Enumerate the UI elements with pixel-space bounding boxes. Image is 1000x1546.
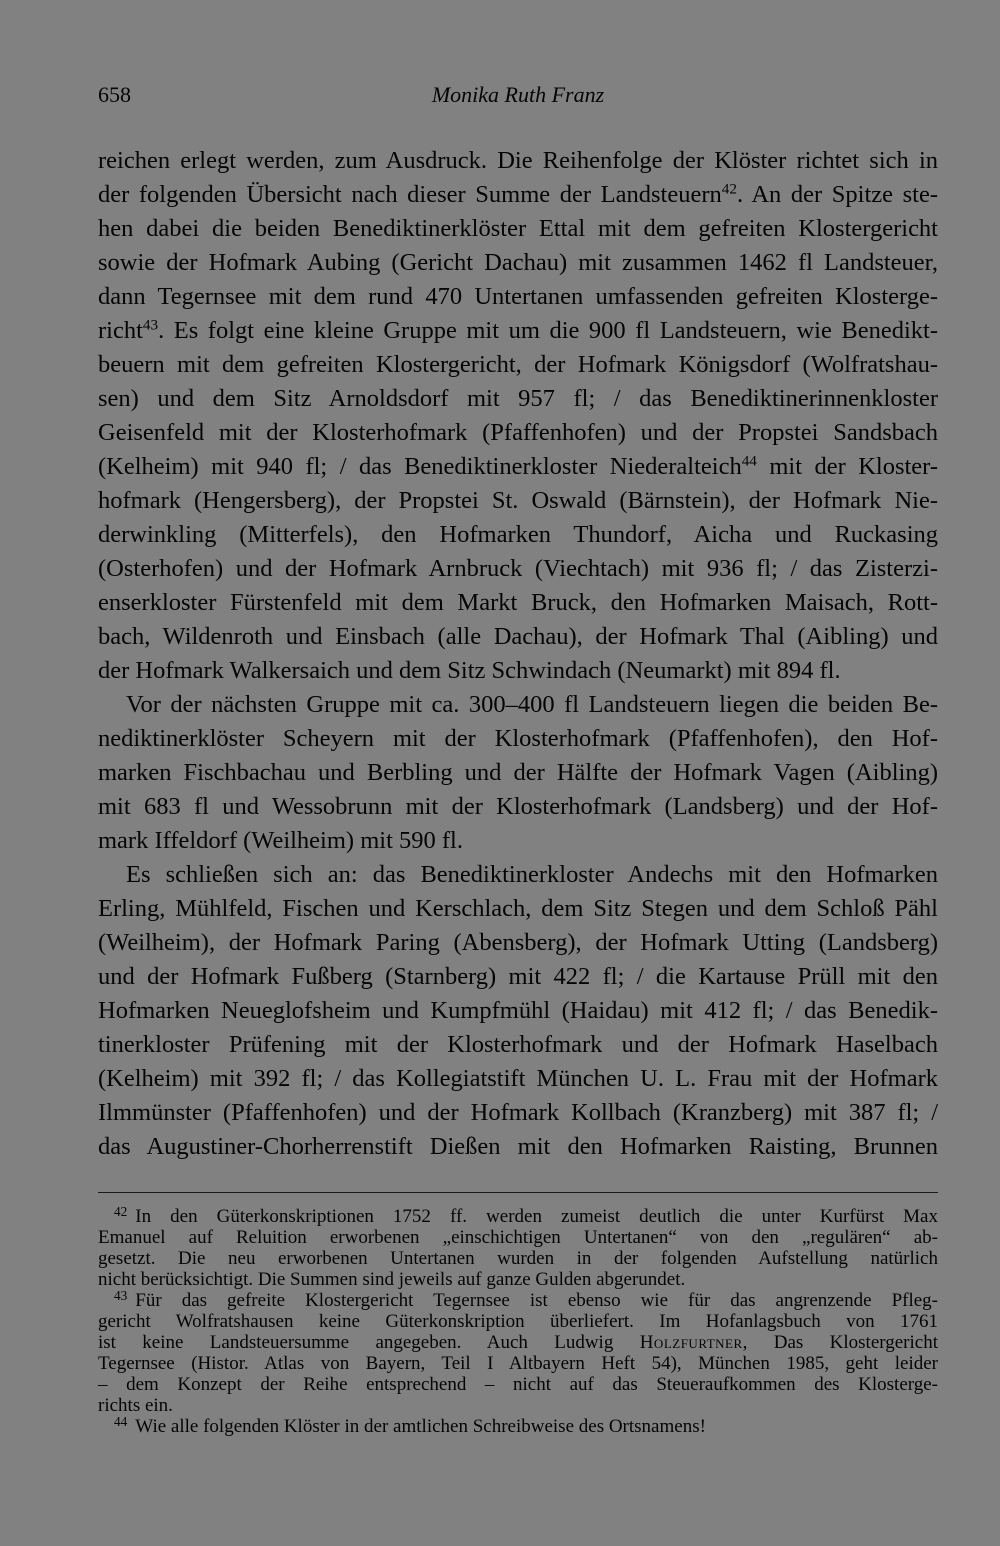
text-line: derwinkling (Mitterfels), den Hofmarken Thundorf, Aicha und Ruckasing xyxy=(98,521,938,548)
text-line: (Weilheim), der Hofmark Paring (Abensberg), der Hofmark Utting (Landsberg) xyxy=(98,929,938,956)
author-name: Holzfurtner xyxy=(639,1332,743,1353)
text-line: der folgenden Übersicht nach dieser Summe der Landsteuern$^{42}$. An der Spitze ste- xyxy=(98,180,938,208)
text-line: Geisenfeld mit der Klosterhofmark (Pfaffenhofen) und der Propstei Sandsbach xyxy=(98,419,938,446)
footnote-marker: 44 xyxy=(114,1414,128,1430)
text-line: Erling, Mühlfeld, Fischen und Kerschlach, dem Sitz Stegen und dem Schloß Pähl xyxy=(98,895,938,922)
text-line: mark Iffeldorf (Weilheim) mit 590 fl. xyxy=(98,827,463,854)
text-line: Hofmarken Neueglofsheim und Kumpfmühl (Haidau) mit 412 fl; / das Benedik- xyxy=(98,997,938,1024)
text-line: richt$^{43}$. Es folgt eine kleine Gruppe mit um die 900 fl Landsteuern, wie Benedikt- xyxy=(98,316,938,344)
page-number: 658 xyxy=(98,82,131,107)
footnote-marker: 42 xyxy=(114,1204,128,1220)
footnote-line: nicht berücksichtigt. Die Summen sind jeweils auf ganze Gulden abgerundet. xyxy=(98,1269,686,1290)
text-line: (Kelheim) mit 940 fl; / das Benediktinerkloster Niederalteich$^{44}$ mit der Kloster- xyxy=(98,452,939,480)
text-line: sen) und dem Sitz Arnoldsdorf mit 957 fl; / das Benediktinerinnenkloster xyxy=(98,385,938,412)
footnote-marker: 43 xyxy=(114,1288,128,1304)
text-line: dann Tegernsee mit dem rund 470 Untertanen umfassenden gefreiten Klosterge- xyxy=(98,283,938,310)
body-text xyxy=(98,144,938,1164)
text-line: das Augustiner-Chorherrenstift Dießen mit den Hofmarken Raisting, Brunnen xyxy=(98,1133,938,1160)
text-line: (Osterhofen) und der Hofmark Arnbruck (Viechtach) mit 936 fl; / das Zisterzi- xyxy=(98,555,938,582)
running-head: Monika Ruth Franz xyxy=(431,82,605,107)
text-line: mit 683 fl und Wessobrunn mit der Klosterhofmark (Landsberg) und der Hof- xyxy=(98,793,938,820)
text-line: nediktinerklöster Scheyern mit der Klosterhofmark (Pfaffenhofen), den Hof- xyxy=(98,725,938,752)
text-line: sowie der Hofmark Aubing (Gericht Dachau) mit zusammen 1462 fl Landsteuer, xyxy=(98,249,938,276)
footnote-43: $^{43}$ Für das gefreite Klostergericht Tegernsee ist ebenso wie für das angrenzende Pfleg- xyxy=(114,1288,938,1311)
text-line: und der Hofmark Fußberg (Starnberg) mit 422 fl; / die Kartause Prüll mit den xyxy=(98,963,938,990)
text-line: der Hofmark Walkersaich und dem Sitz Schwindach (Neumarkt) mit 894 fl. xyxy=(98,657,841,684)
footnote-ref-43: 43 xyxy=(142,316,159,334)
text-line: Vor der nächsten Gruppe mit ca. 300–400 fl Landsteuern liegen die beiden Be- xyxy=(126,691,938,718)
text-line: bach, Wildenroth und Einsbach (alle Dachau), der Hofmark Thal (Aibling) und xyxy=(98,623,938,650)
footnote-44: $^{44}$ Wie alle folgenden Klöster in der amtlichen Schreibweise des Ortsnamens! xyxy=(114,1414,706,1437)
text-line: hen dabei die beiden Benediktinerklöster Ettal mit dem gefreiten Klostergericht xyxy=(98,215,938,242)
footnote-line: Tegernsee (Histor. Atlas von Bayern, Teil I Altbayern Heft 54), München 1985, geht leider xyxy=(98,1353,938,1374)
footnote-line: gericht Wolfratshausen keine Güterkonskription überliefert. Im Hofanlagsbuch von 1761 xyxy=(98,1311,938,1332)
text-line: Ilmmünster (Pfaffenhofen) und der Hofmark Kollbach (Kranzberg) mit 387 fl; / xyxy=(98,1099,938,1126)
footnote-line: gesetzt. Die neu erworbenen Untertanen wurden in der folgenden Aufstellung natürlich xyxy=(98,1248,938,1269)
footnotes xyxy=(98,1206,938,1437)
text-line: Es schließen sich an: das Benediktinerkloster Andechs mit den Hofmarken xyxy=(126,861,938,888)
text-line: enserkloster Fürstenfeld mit dem Markt Bruck, den Hofmarken Maisach, Rott- xyxy=(98,589,938,616)
footnote-ref-42: 42 xyxy=(721,180,737,198)
footnote-divider xyxy=(98,1192,938,1193)
footnote-line: – dem Konzept der Reihe entsprechend – nicht auf das Steueraufkommen des Klosterge- xyxy=(98,1374,938,1395)
footnote-42: $^{42}$ In den Güterkonskriptionen 1752 ff. werden zumeist deutlich die unter Kurfürst Max xyxy=(114,1204,938,1227)
text-line: tinerkloster Prüfening mit der Klosterhofmark und der Hofmark Haselbach xyxy=(98,1031,938,1058)
text-line: reichen erlegt werden, zum Ausdruck. Die Reihenfolge der Klöster richtet sich in xyxy=(98,147,938,174)
footnote-line: Emanuel auf Reluition erworbenen „einschichtigen Untertanen“ von den „regulären“ ab- xyxy=(98,1227,938,1248)
text-line: hofmark (Hengersberg), der Propstei St. Oswald (Bärnstein), der Hofmark Nie- xyxy=(98,487,938,514)
footnote-line: richts ein. xyxy=(98,1395,173,1416)
text-line: (Kelheim) mit 392 fl; / das Kollegiatstift München U. L. Frau mit der Hofmark xyxy=(98,1065,938,1092)
text-line: marken Fischbachau und Berbling und der Hälfte der Hofmark Vagen (Aibling) xyxy=(98,759,938,786)
text-line: beuern mit dem gefreiten Klostergericht, der Hofmark Königsdorf (Wolfratshau- xyxy=(98,351,938,378)
page-header xyxy=(98,82,938,112)
footnote-ref-44: 44 xyxy=(741,452,757,470)
footnote-line: ist keine Landsteuersumme angegeben. Auch Ludwig Holzfurtner, Das Klostergericht xyxy=(98,1332,938,1353)
